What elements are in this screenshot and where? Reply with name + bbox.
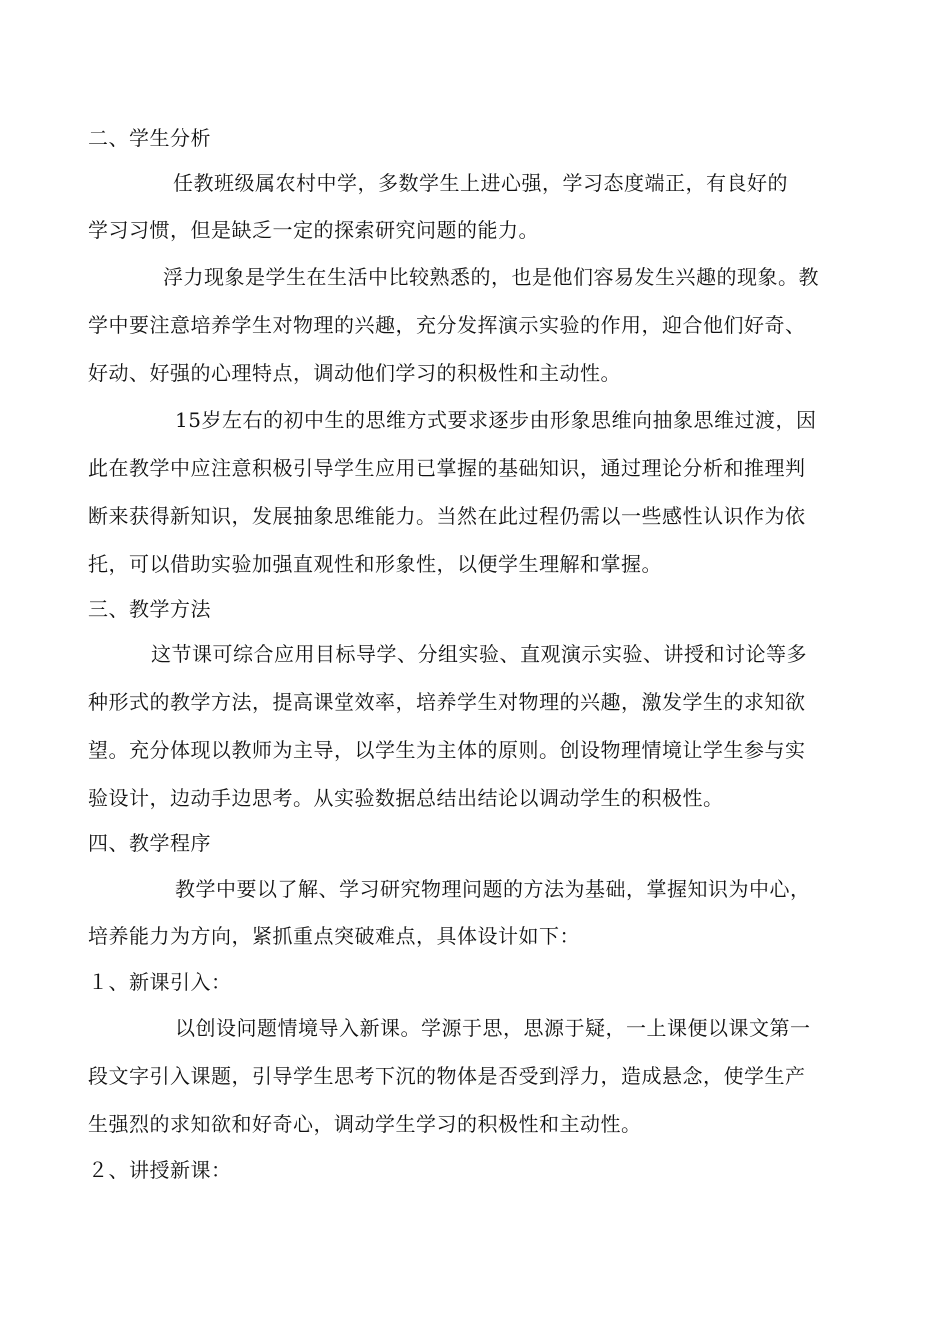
paragraph-line: 学习习惯，但是缺乏一定的探索研究问题的能力。 [88, 218, 539, 242]
paragraph-line: 断来获得新知识，发展抽象思维能力。当然在此过程仍需以一些感性认识作为依 [88, 504, 806, 528]
section-heading-student-analysis: 二、学生分析 [88, 126, 211, 150]
paragraph-line: 任教班级属农村中学，多数学生上进心强，学习态度端正，有良好的 [173, 171, 788, 195]
paragraph-line: 浮力现象是学生在生活中比较熟悉的，也是他们容易发生兴趣的现象。教 [163, 265, 819, 289]
paragraph-line: 学中要注意培养学生对物理的兴趣，充分发挥演示实验的作用，迎合他们好奇、 [88, 313, 806, 337]
paragraph-line: 望。充分体现以教师为主导，以学生为主体的原则。创设物理情境让学生参与实 [88, 738, 806, 762]
paragraph-line: 托，可以借助实验加强直观性和形象性，以便学生理解和掌握。 [88, 552, 662, 576]
paragraph-line: 15岁左右的初中生的思维方式要求逐步由形象思维向抽象思维过渡，因 [175, 408, 817, 432]
paragraph-line: 培养能力为方向，紧抓重点突破难点，具体设计如下： [88, 924, 580, 948]
subheading-teach-new-lesson: ２、讲授新课： [88, 1158, 232, 1182]
paragraph-line: 教学中要以了解、学习研究物理问题的方法为基础，掌握知识为中心， [175, 877, 811, 901]
paragraph-line: 好动、好强的心理特点，调动他们学习的积极性和主动性。 [88, 361, 621, 385]
paragraph-line: 生强烈的求知欲和好奇心，调动学生学习的积极性和主动性。 [88, 1112, 642, 1136]
subheading-new-lesson-intro: １、新课引入： [88, 970, 232, 994]
section-heading-teaching-method: 三、教学方法 [88, 597, 211, 621]
paragraph-line: 以创设问题情境导入新课。学源于思，思源于疑，一上课便以课文第一 [175, 1016, 811, 1040]
paragraph-line: 段文字引入课题，引导学生思考下沉的物体是否受到浮力，造成悬念，使学生产 [88, 1064, 806, 1088]
paragraph-line: 这节课可综合应用目标导学、分组实验、直观演示实验、讲授和讨论等多 [151, 642, 807, 666]
paragraph-line: 此在教学中应注意积极引导学生应用已掌握的基础知识，通过理论分析和推理判 [88, 456, 806, 480]
paragraph-line: 种形式的教学方法，提高课堂效率，培养学生对物理的兴趣，激发学生的求知欲 [88, 690, 806, 714]
paragraph-line: 验设计，边动手边思考。从实验数据总结出结论以调动学生的积极性。 [88, 786, 724, 810]
section-heading-teaching-procedure: 四、教学程序 [88, 831, 211, 855]
